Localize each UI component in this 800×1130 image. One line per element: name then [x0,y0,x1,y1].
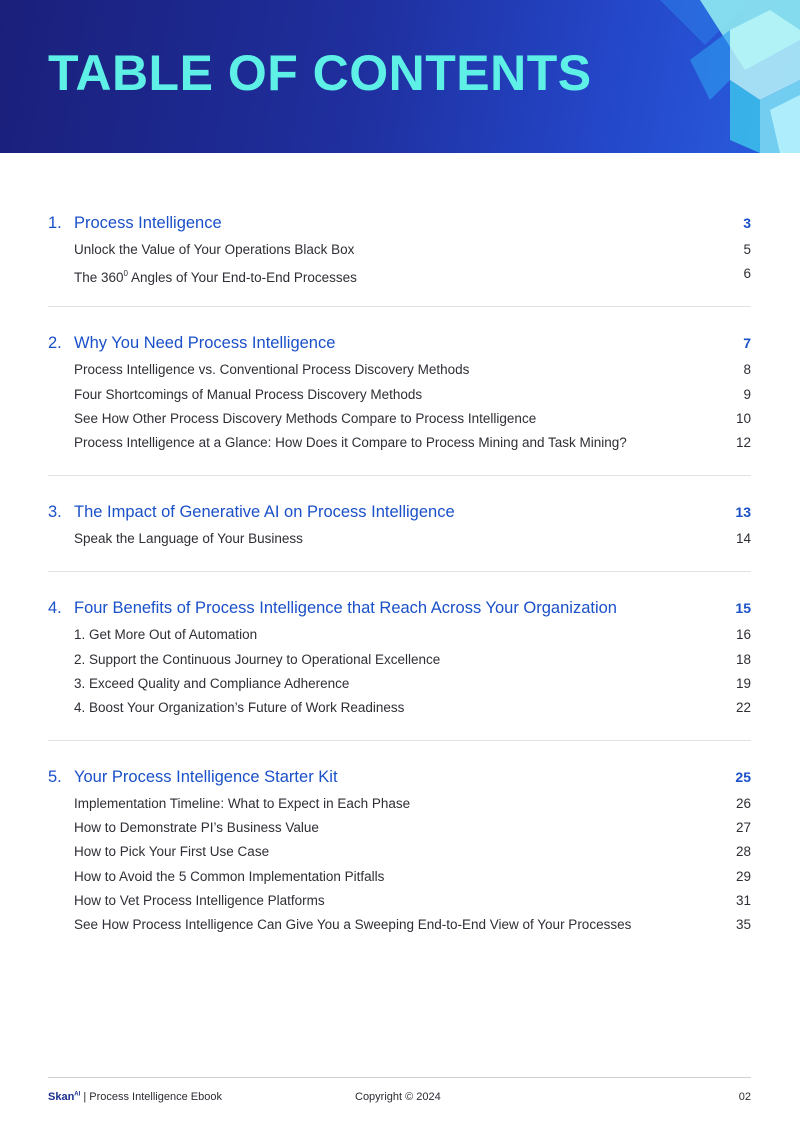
toc-entry[interactable] [48,407,751,431]
toc-entry[interactable] [48,527,751,551]
toc-entry[interactable] [48,623,751,647]
toc-section [48,497,751,551]
toc-entry[interactable] [48,913,751,937]
copyright: Copyright © 2024 [355,1091,441,1103]
toc-section-heading[interactable] [48,593,751,623]
entry-title: How to Pick Your First Use Case [74,844,270,860]
entry-title: Implementation Timeline: What to Expect in Each Phase [74,796,411,812]
toc-entry[interactable] [48,696,751,720]
table-of-contents [48,208,751,937]
page-title: TABLE OF CONTENTS [48,45,592,101]
toc-entry[interactable] [48,672,751,696]
section-number: 2. [48,334,62,353]
toc-entry[interactable] [48,358,751,382]
entry-title: How to Vet Process Intelligence Platforms [74,892,325,908]
entry-title: Unlock the Value of Your Operations Black Box [74,242,355,257]
entry-page-number: 19 [735,675,751,691]
toc-entry[interactable] [48,816,751,840]
section-title: 4. Four Benefits of Process Intelligence that Reach Across Your Organization [48,593,617,623]
toc-section-heading[interactable] [48,208,751,238]
entry-title: The $360^0$ Angles of Your End-to-End Processes [74,269,357,286]
section-divider [48,306,751,307]
toc-section-heading[interactable] [48,328,751,358]
entry-title: Four Shortcomings of Manual Process Discovery Methods [74,386,423,402]
toc-entry[interactable] [48,262,751,286]
toc-entry[interactable] [48,865,751,889]
section-title: 2. Why You Need Process Intelligence [48,328,335,358]
toc-entry[interactable] [48,383,751,407]
entry-page-number: 18 [735,651,751,667]
section-number: 4. [48,599,62,618]
toc-entry[interactable] [48,648,751,672]
toc-section [48,762,751,937]
footer [48,1077,751,1103]
entry-title: 2. Support the Continuous Journey to Operational Excellence [74,651,441,667]
entry-page-number: 9 [743,386,751,402]
section-title: 1. Process Intelligence [48,208,222,238]
entry-page-number: 5 [743,242,751,257]
toc-entry[interactable] [48,238,751,262]
page-number: 02 [738,1091,751,1103]
entry-title: See How Other Process Discovery Methods Compare to Process Intelligence [74,410,537,426]
entry-title: Process Intelligence vs. Conventional Process Discovery Methods [74,362,470,378]
entry-page-number: 10 [735,410,751,426]
entry-page-number: 14 [735,531,751,547]
entry-title: Process Intelligence at a Glance: How Does it Compare to Process Mining and Task Mining? [74,434,627,450]
section-page-number: 3 [743,215,751,231]
entry-page-number: 29 [735,868,751,884]
entry-title: 4. Boost Your Organization’s Future of Work Readiness [74,699,405,715]
toc-section [48,328,751,455]
entry-page-number: 22 [735,699,751,715]
section-divider [48,475,751,476]
footer-left [48,1091,222,1103]
section-page-number: 7 [743,335,751,352]
doc-title: | Process Intelligence Ebook [80,1091,222,1103]
entry-page-number: 28 [735,844,751,860]
section-number: 5. [48,768,62,787]
toc-section [48,208,751,286]
entry-page-number: 16 [735,627,751,643]
toc-section-heading[interactable] [48,762,751,792]
entry-page-number: 12 [735,434,751,450]
section-divider [48,571,751,572]
entry-page-number: 26 [735,796,751,812]
section-title: 5. Your Process Intelligence Starter Kit [48,762,338,792]
section-title: 3. The Impact of Generative AI on Process Intelligence [48,497,455,527]
entry-page-number: 6 [743,266,751,282]
entry-page-number: 35 [735,917,751,932]
section-divider [48,740,751,741]
geometric-cube-graphic [630,0,800,153]
section-page-number: 15 [735,600,751,617]
entry-title: 1. Get More Out of Automation [74,627,258,643]
toc-entry[interactable] [48,889,751,913]
toc-entry[interactable] [48,840,751,864]
toc-section [48,593,751,720]
toc-section-heading[interactable] [48,497,751,527]
section-number: 1. [48,214,62,232]
section-page-number: 25 [735,769,751,786]
entry-title: See How Process Intelligence Can Give You a Sweeping End-to-End View of Your Processes [74,917,632,932]
entry-title: Speak the Language of Your Business [74,531,303,547]
section-number: 3. [48,503,62,522]
toc-entry[interactable] [48,431,751,455]
toc-entry[interactable] [48,792,751,816]
section-page-number: 13 [735,504,751,521]
entry-title: 3. Exceed Quality and Compliance Adherence [74,675,350,691]
entry-title: How to Avoid the 5 Common Implementation Pitfalls [74,868,385,884]
brand-logo: Skan$^{AI}$ [48,1091,81,1103]
entry-page-number: 27 [735,820,751,836]
header-banner [0,0,800,153]
entry-page-number: 8 [743,362,751,378]
entry-page-number: 31 [735,892,751,908]
entry-title: How to Demonstrate PI’s Business Value [74,820,319,836]
